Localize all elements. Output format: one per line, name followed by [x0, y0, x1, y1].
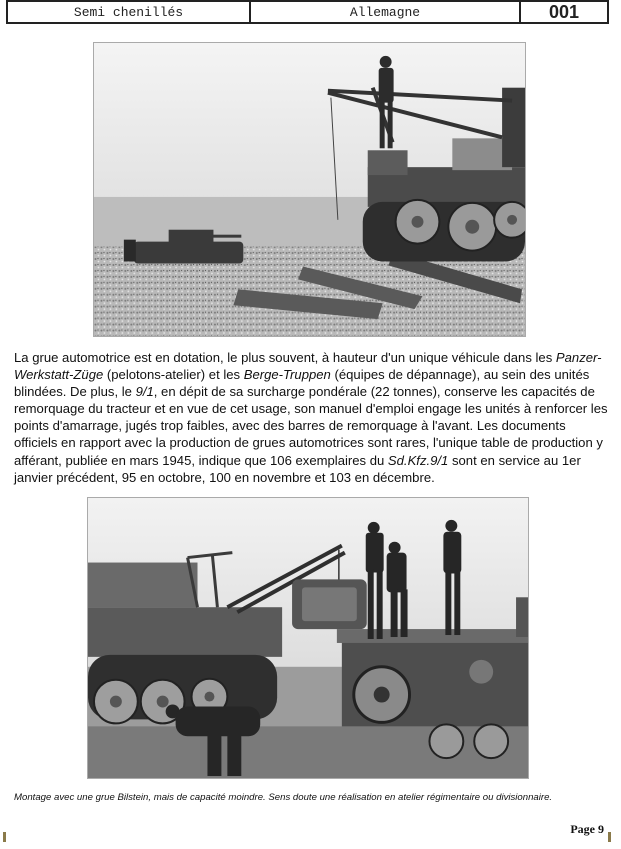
page-number: Page 9	[570, 822, 604, 836]
header-number: 001	[548, 1, 580, 22]
bilstein-crane-photo	[87, 497, 529, 779]
body-paragraph: La grue automotrice est en dotation, le plus souvent, à hauteur d'un unique véhicule dans les Panzer-Werkstatt-Züge (pelotons-atelier) et les Berge-Truppen (équipes de dépannage), au sein des unités blindées. De plus, le 9/1, en dépit de sa surcharge pondérale (22 tonnes), conserve les capacités de remorquage du tracteur et en vue de cet usage, son manuel d'emploi engage les unités à renforcer les points d'amarrage, jugés trop faibles, avec des barres de remorquage à l'avant. Les documents officiels en rapport avec la production de grues automotrices sont rares, l'unique table de production y afférant, publiée en mars 1945, indique que 106 exemplaires du Sd.Kfz.9/1 sont en service au 1er janvier précédent, 95 en octobre, 100 en novembre et 103 en décembre.	[14, 350, 608, 485]
right-corner-mark	[608, 832, 611, 842]
photo-caption: Montage avec une grue Bilstein, mais de capacité moindre. Sens doute une réalisation en atelier régimentaire ou divisionnaire.	[14, 792, 553, 803]
left-corner-mark	[3, 832, 6, 842]
header-country: Allemagne	[251, 2, 521, 22]
crane-halftrack-photo	[93, 42, 526, 337]
page-header	[6, 0, 609, 24]
header-category: Semi chenillés	[8, 2, 251, 22]
